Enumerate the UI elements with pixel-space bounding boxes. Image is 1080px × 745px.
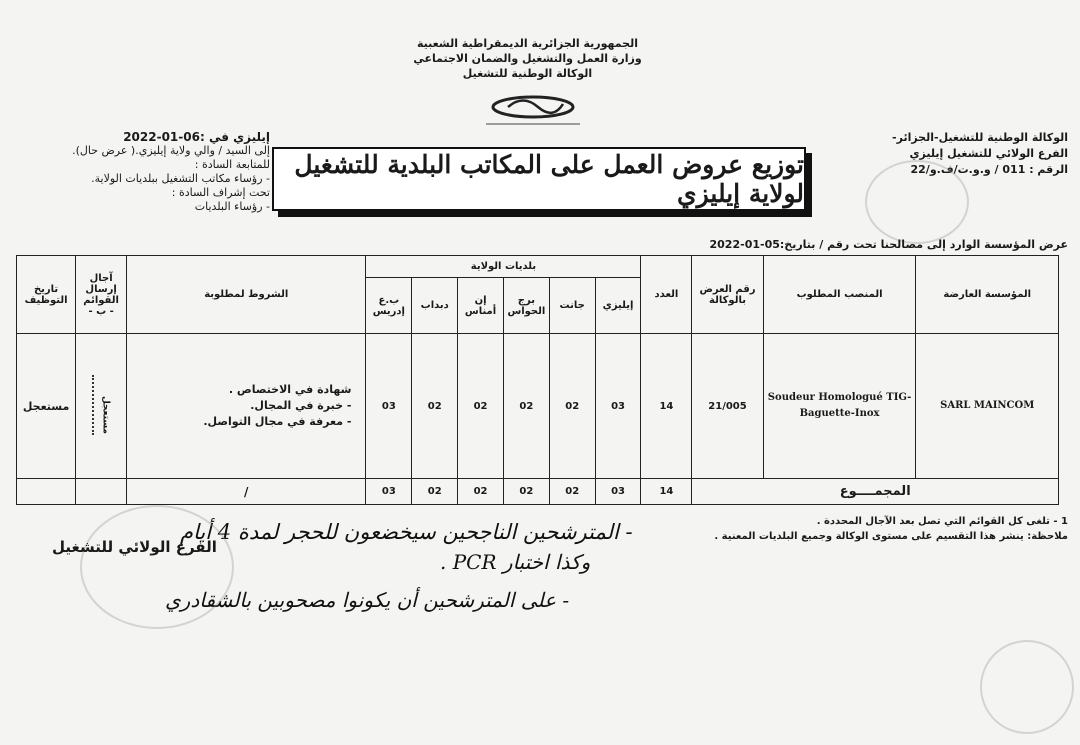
- municipality-value: 03: [366, 334, 412, 479]
- municipality-header: جانت: [549, 278, 595, 334]
- agency-line-1: الوكالة الوطنية للتشغيل-الجزائر-: [892, 131, 1068, 144]
- supervision-label: تحت إشراف السادة :: [171, 186, 270, 199]
- handwritten-line-1: - المترشحين الناجحين سيخضعون للحجر لمدة 4 أيام: [180, 520, 633, 544]
- recipients-block: [40, 130, 270, 214]
- total-empty: [17, 479, 76, 505]
- total-value: 02: [458, 479, 504, 505]
- handwritten-line-2: وكذا اختبار PCR .: [440, 550, 591, 574]
- municipality-header: إن أمناس: [458, 278, 504, 334]
- stamp-right-icon: [865, 160, 969, 244]
- total-count: 14: [641, 479, 692, 505]
- branch-signature: الفرع الولائي للتشغيل: [52, 538, 217, 556]
- header-deadline: [76, 256, 127, 334]
- ministry-line-2: وزارة العمل والتشغيل والضمان الاجتماعي: [413, 52, 642, 65]
- offer-number-cell: 21/005: [692, 334, 763, 479]
- hiring-date-cell: مستعجل: [17, 334, 76, 479]
- municipality-value: 03: [595, 334, 641, 479]
- stamp-left-icon: [80, 505, 234, 629]
- document-title: توزيع عروض العمل على المكاتب البلدية للتشغيل لولاية إيليزي: [272, 147, 806, 211]
- municipality-header: ب.ع إدريس: [366, 278, 412, 334]
- position-cell: Soudeur Homologué TIG-Baguette-Inox: [763, 334, 916, 479]
- follow-item: - رؤساء مكاتب التشغيل ببلديات الولاية.: [91, 172, 270, 185]
- total-value: 03: [595, 479, 641, 505]
- offers-table: [16, 255, 1059, 505]
- header-company: المؤسسة العارضة: [916, 256, 1059, 334]
- header-municipalities: بلديات الولاية: [366, 256, 641, 278]
- total-value: 03: [366, 479, 412, 505]
- deadline-value: مستعجل: [100, 396, 111, 435]
- municipality-value: 02: [412, 334, 458, 479]
- agency-reference: الرقم : 011 / و.و.ت/ف.و/22: [910, 163, 1068, 176]
- stamp-bottom-right-icon: [980, 640, 1074, 734]
- supervision-item: - رؤساء البلديات: [194, 200, 270, 213]
- notes-block: [628, 514, 1068, 544]
- recipient-line: إلى السيد / والي ولاية إيليزي.( عرض حال).: [72, 144, 270, 157]
- header-position: المنصب المطلوب: [763, 256, 916, 334]
- condition-item: - معرفة في مجال التواصل.: [203, 415, 352, 428]
- total-value: 02: [412, 479, 458, 505]
- agency-logo-icon: [478, 92, 588, 128]
- handwritten-line-3: - على المترشحين أن يكونوا مصحوبين بالشقادري: [165, 588, 570, 612]
- total-value: 02: [549, 479, 595, 505]
- municipality-header: إيليزي: [595, 278, 641, 334]
- table-row: [17, 334, 1059, 479]
- total-label: المجمــــوع: [692, 479, 1059, 505]
- agency-line-2: الفرع الولائي للتشغيل إيليزي: [909, 147, 1068, 160]
- ministry-line-1: الجمهورية الجزائرية الديمقراطية الشعبية: [417, 37, 638, 50]
- total-row: [17, 479, 1059, 505]
- condition-item: - خبرة في المجال.: [250, 399, 352, 412]
- municipality-value: 02: [549, 334, 595, 479]
- municipality-header: برج الحواس: [503, 278, 549, 334]
- ministry-header: [380, 36, 675, 81]
- follow-label: للمتابعة السادة :: [194, 158, 270, 171]
- municipality-value: 02: [503, 334, 549, 479]
- deadline-cell: [76, 334, 127, 479]
- header-deadline-sub: - ب -: [88, 305, 114, 317]
- issue-date: إيليزي في :06-01-2022: [123, 130, 270, 144]
- note-1: 1 - تلغى كل القوائم التي تصل بعد الآجال المحددة .: [816, 516, 1068, 527]
- ministry-line-3: الوكالة الوطنية للتشغيل: [462, 67, 593, 80]
- total-conditions: /: [127, 479, 366, 505]
- header-hiring-date: تاريخ التوظيف: [17, 256, 76, 334]
- count-cell: 14: [641, 334, 692, 479]
- header-count: العدد: [641, 256, 692, 334]
- total-empty: [76, 479, 127, 505]
- company-cell: SARL MAINCOM: [916, 334, 1059, 479]
- handwritten-mark-icon: [92, 375, 97, 435]
- header-deadline-label: آجال إرسال القوائم: [83, 272, 119, 306]
- municipality-header: دبداب: [412, 278, 458, 334]
- municipality-value: 02: [458, 334, 504, 479]
- total-value: 02: [503, 479, 549, 505]
- header-conditions: الشروط لمطلوبة: [127, 256, 366, 334]
- header-offer-number: رقم العرض بالوكالة: [692, 256, 763, 334]
- note-2: ملاحظة: ينشر هذا التقسيم على مستوى الوكالة وجميع البلديات المعنية .: [714, 531, 1068, 542]
- conditions-cell: [127, 334, 366, 479]
- offer-reference-line: عرض المؤسسة الوارد إلى مصالحنا تحت رقم / بتاريخ:05-01-2022: [709, 238, 1068, 251]
- condition-item: شهادة في الاختصاص .: [228, 383, 352, 396]
